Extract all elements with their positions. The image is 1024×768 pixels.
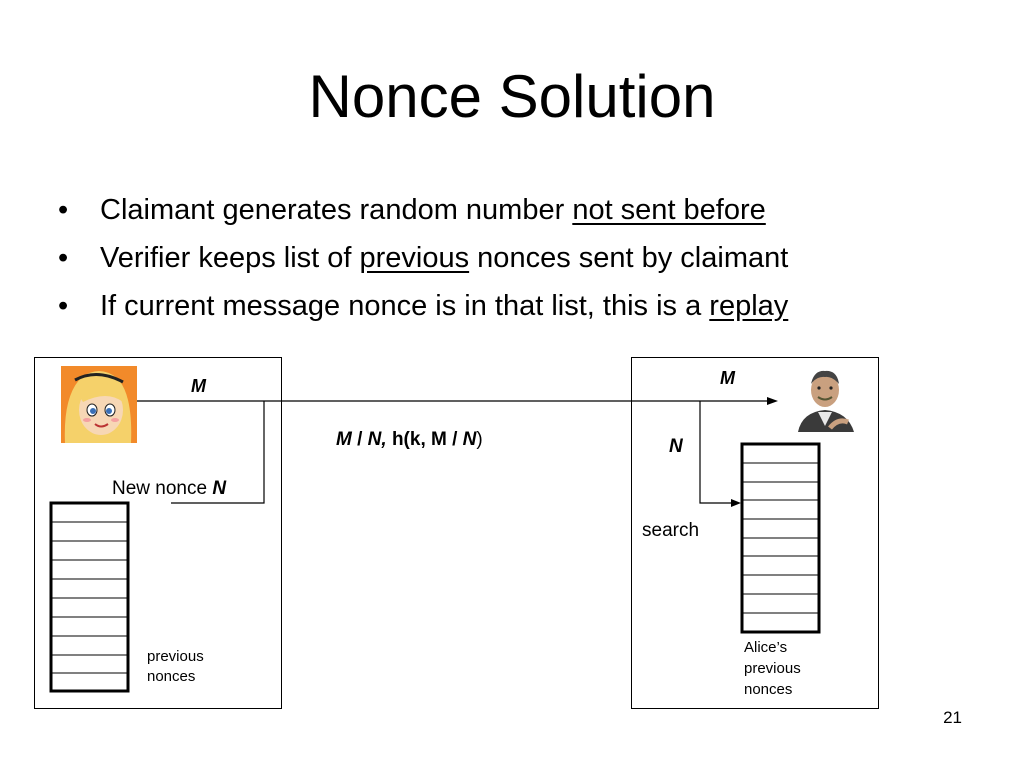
- search-label: search: [642, 520, 700, 541]
- tx-message-var: M: [336, 429, 352, 450]
- claimant-message-label: M: [191, 376, 206, 396]
- tx-hash-nonce: N: [462, 429, 477, 450]
- slide-title: Nonce Solution: [308, 63, 716, 130]
- claimant-store-label-line: previous: [147, 648, 204, 665]
- tx-separator: /: [351, 429, 368, 450]
- new-nonce-var: N: [212, 478, 227, 499]
- verifier-nonce-label: N: [669, 436, 683, 457]
- verifier-store-label-line: nonces: [744, 681, 793, 698]
- bullet-emphasis: not sent before: [572, 194, 766, 226]
- bullet-text: If current message nonce is in that list, this is a: [100, 290, 710, 322]
- bullet-text: Claimant generates random number: [100, 194, 573, 226]
- transmitted-message: [336, 429, 483, 451]
- claimant-nonce-store: [51, 503, 128, 691]
- verifier-store-label-line: previous: [744, 660, 801, 677]
- verifier-store-label-line: Alice’s: [744, 639, 788, 656]
- claimant-store-label-line: nonces: [147, 668, 196, 685]
- tx-nonce-var: N,: [367, 429, 387, 450]
- search-line: [700, 401, 733, 503]
- message-arrowhead: [767, 397, 778, 405]
- claimant-store-label: [147, 647, 204, 687]
- bullet-dot: •: [58, 194, 69, 226]
- bullet-dot: •: [58, 242, 69, 274]
- verifier-avatar-icon: [792, 366, 858, 432]
- bullet-emphasis: replay: [709, 290, 789, 322]
- tx-hash-close: ): [476, 429, 483, 450]
- bullet-text: Verifier keeps list of: [100, 242, 360, 274]
- verifier-nonce-store: [742, 444, 819, 632]
- bullet-dot: •: [58, 290, 69, 322]
- new-nonce-label: [112, 478, 226, 500]
- alice-avatar-icon: [61, 366, 137, 443]
- new-nonce-text: New nonce: [112, 478, 213, 499]
- bullet-emphasis: previous: [359, 242, 470, 274]
- tx-hash-open: h(k, M /: [386, 429, 463, 450]
- search-arrowhead: [731, 499, 741, 507]
- verifier-store-label: [744, 637, 801, 700]
- slide-number: 21: [943, 708, 962, 727]
- bullet-text-after: nonces sent by claimant: [469, 242, 789, 274]
- verifier-message-label: M: [720, 368, 735, 388]
